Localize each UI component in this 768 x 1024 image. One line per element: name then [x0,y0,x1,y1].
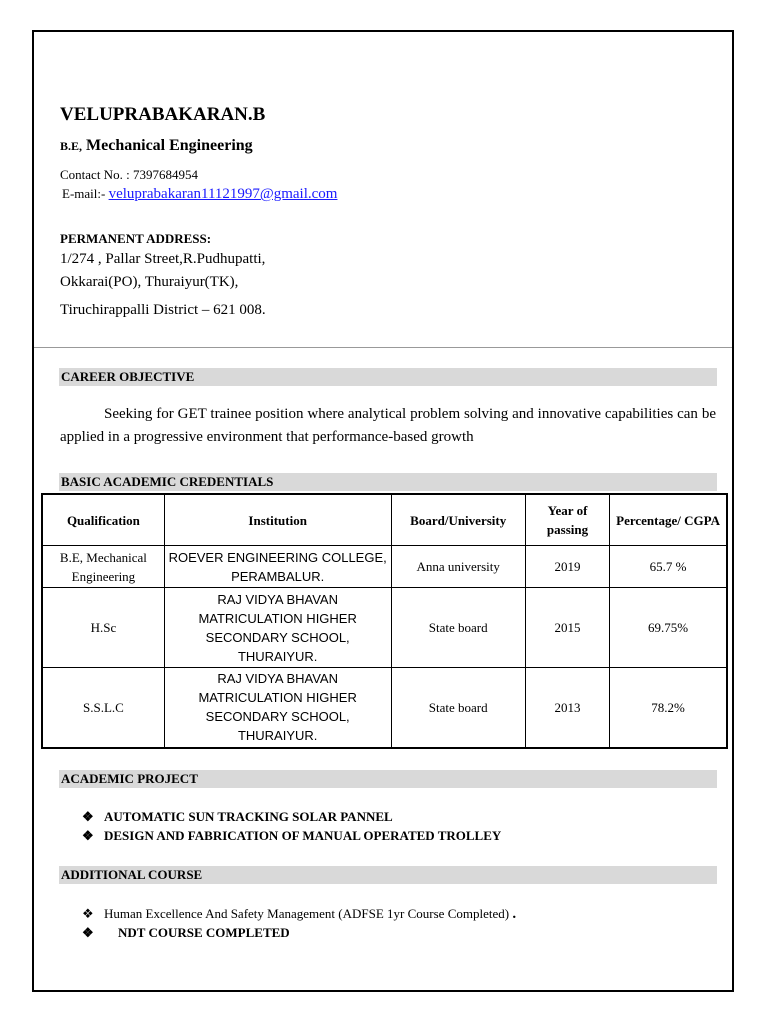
course-item: Human Excellence And Safety Management (ADFSE 1yr Course Completed) [104,906,510,921]
course-item-suffix: . [512,906,517,922]
column-header: Institution [164,494,391,546]
table-row [42,588,727,668]
contact-label: Contact No. : [60,167,130,182]
degree-line [60,137,253,155]
list-item [82,904,516,923]
list-item [82,826,501,845]
email-label: E-mail:- [62,186,106,201]
project-item: DESIGN AND FABRICATION OF MANUAL OPERATED TROLLEY [104,828,502,843]
table-cell: State board [391,588,525,668]
table-cell: ROEVER ENGINEERING COLLEGE, PERAMBALUR. [164,546,391,588]
list-item [82,807,501,826]
table-cell: B.E, Mechanical Engineering [42,546,164,588]
candidate-name: VELUPRABAKARAN.B [60,104,266,125]
table-cell: State board [391,668,525,748]
table-row [42,546,727,588]
project-item: AUTOMATIC SUN TRACKING SOLAR PANNEL [104,809,393,824]
table-cell: 78.2% [610,668,727,748]
academic-credentials-heading: BASIC ACADEMIC CREDENTIALS [59,473,717,491]
contact-number: 7397684954 [132,167,198,182]
contact-line [60,167,198,183]
degree-title: Mechanical Engineering [86,137,253,154]
address-line-2: Okkarai(PO), Thuraiyur(TK), [60,274,239,290]
column-header: Year of passing [525,494,609,546]
table-cell: Anna university [391,546,525,588]
table-cell: 69.75% [610,588,727,668]
table-cell: 2019 [525,546,609,588]
diamond-bullet-icon: ❖ [82,906,94,921]
course-list [82,904,516,942]
project-list [82,807,501,845]
list-item [82,923,516,942]
resume-page [32,30,734,992]
degree-prefix: B.E, [60,139,83,153]
table-cell: H.Sc [42,588,164,668]
academic-credentials-table [41,493,728,749]
table-cell: 2015 [525,588,609,668]
column-header: Percentage/ CGPA [610,494,727,546]
diamond-bullet-icon: ❖ [82,925,94,940]
table-cell: RAJ VIDYA BHAVAN MATRICULATION HIGHER SECONDARY SCHOOL, THURAIYUR. [164,668,391,748]
additional-course-heading: ADDITIONAL COURSE [59,866,717,884]
academic-project-heading: ACADEMIC PROJECT [59,770,717,788]
column-header: Board/University [391,494,525,546]
diamond-bullet-icon: ❖ [82,828,94,843]
email-line [62,186,337,203]
career-objective-heading: CAREER OBJECTIVE [59,368,717,386]
table-cell: S.S.L.C [42,668,164,748]
table-cell: RAJ VIDYA BHAVAN MATRICULATION HIGHER SECONDARY SCHOOL, THURAIYUR. [164,588,391,668]
email-link[interactable]: veluprabakaran11121997@gmail.com [108,186,338,202]
address-heading: PERMANENT ADDRESS: [60,231,212,246]
table-row [42,668,727,748]
section-divider [34,347,732,348]
column-header: Qualification [42,494,164,546]
table-header-row [42,494,727,546]
address-line-1: 1/274 , Pallar Street,R.Pudhupatti, [60,251,266,267]
address-line-3: Tiruchirappalli District – 621 008. [60,302,266,318]
table-cell: 65.7 % [610,546,727,588]
table-cell: 2013 [525,668,609,748]
career-objective-text [60,403,716,449]
career-objective-body: Seeking for GET trainee position where analytical problem solving and innovative capabilities can be applied in a progressive environment that performance-based growth [60,406,716,445]
diamond-bullet-icon: ❖ [82,809,94,824]
course-item: NDT COURSE COMPLETED [118,925,290,940]
